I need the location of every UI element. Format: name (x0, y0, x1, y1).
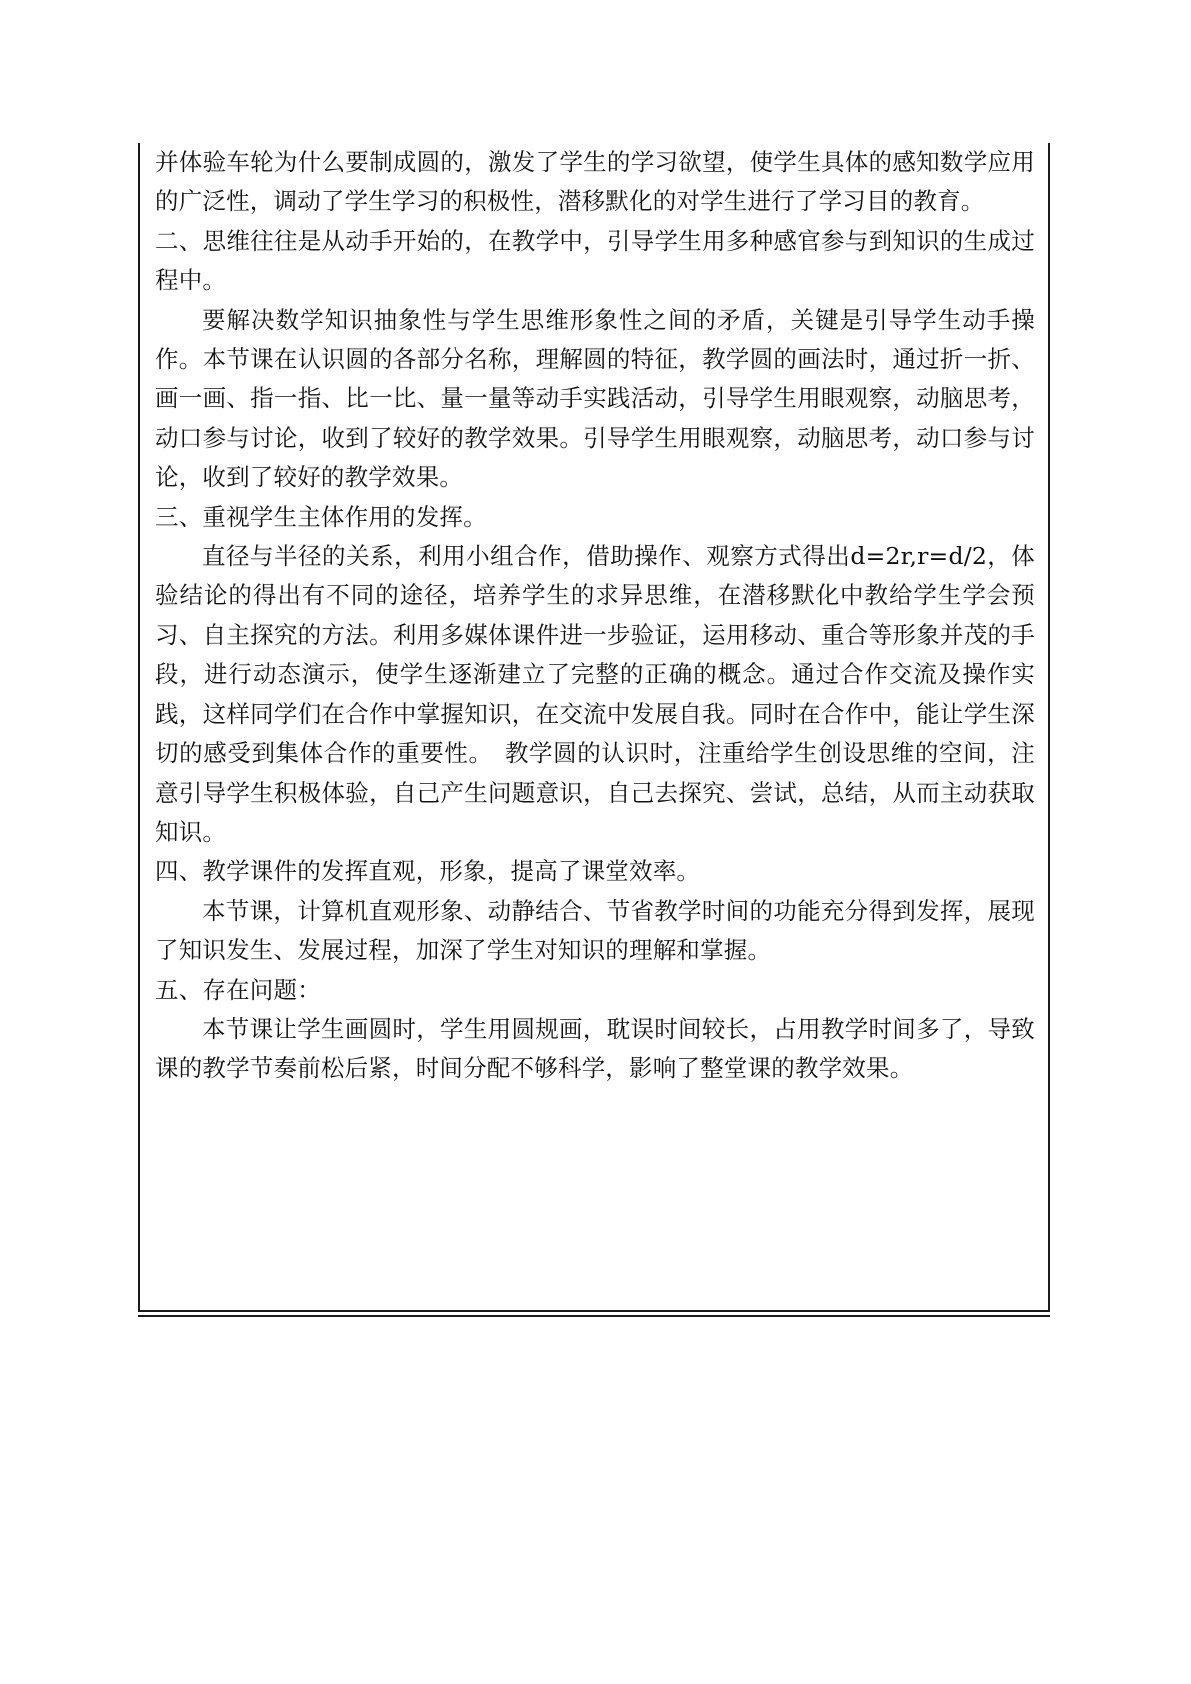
table-cell-content (155, 143, 1035, 1089)
heading-point-three: 三、重视学生主体作用的发挥。 (155, 502, 487, 531)
paragraph-intro-continuation: 并体验车轮为什么要制成圆的，激发了学生的学习欲望，使学生具体的感知数学应用的广泛性，调动了学生学习的积极性，潜移默化的对学生进行了学习目的教育。 (155, 148, 1035, 216)
heading-point-five: 五、存在问题： (155, 975, 321, 1004)
paragraph-point-four: 本节课，计算机直观形象、动静结合、节省教学时间的功能充分得到发挥，展现了知识发生、发展过程，加深了学生对知识的理解和掌握。 (155, 896, 1035, 965)
heading-point-two: 二、思维往往是从动手开始的，在教学中，引导学生用多种感官参与到知识的生成过程中。 (155, 226, 1035, 295)
reflection-table (138, 143, 1050, 1311)
paragraph-point-two: 要解决数学知识抽象性与学生思维形象性之间的矛盾，关键是引导学生动手操作。本节课在认识圆的各部分名称，理解圆的特征，教学圆的画法时，通过折一折、画一画、指一指、比一比、量一量等动手实践活动，引导学生用眼观察，动脑思考，动口参与讨论，收到了较好的教学效果。引导学生用眼观察，动脑思考，动口参与讨论，收到了较好的教学效果。 (155, 305, 1035, 492)
heading-point-four: 四、教学课件的发挥直观，形象，提高了课堂效率。 (155, 857, 701, 886)
paragraph-point-three: 直径与半径的关系，利用小组合作，借助操作、观察方式得出d=2r,r=d/2，体验结论的得出有不同的途径，培养学生的求异思维，在潜移默化中教给学生学会预习、自主探究的方法。利用多媒体课件进一步验证，运用移动、重合等形象并茂的手段，进行动态演示，使学生逐渐建立了完整的正确的概念。通过合作交流及操作实践，这样同学们在合作中掌握知识，在交流中发展自我。同时在合作中，能让学生深切的感受到集体合作的重要性。 教学圆的认识时，注重给学生创设思维的空间，注意引导学生积极体验，自己产生问题意识，自己去探究、尝试，总结，从而主动获取知识。 (155, 542, 1035, 846)
table-bottom-double-border (138, 1310, 1050, 1317)
paragraph-point-five: 本节课让学生画圆时，学生用圆规画，耽误时间较长，占用教学时间多了，导致课的教学节奏前松后紧，时间分配不够科学，影响了整堂课的教学效果。 (155, 1014, 1035, 1083)
